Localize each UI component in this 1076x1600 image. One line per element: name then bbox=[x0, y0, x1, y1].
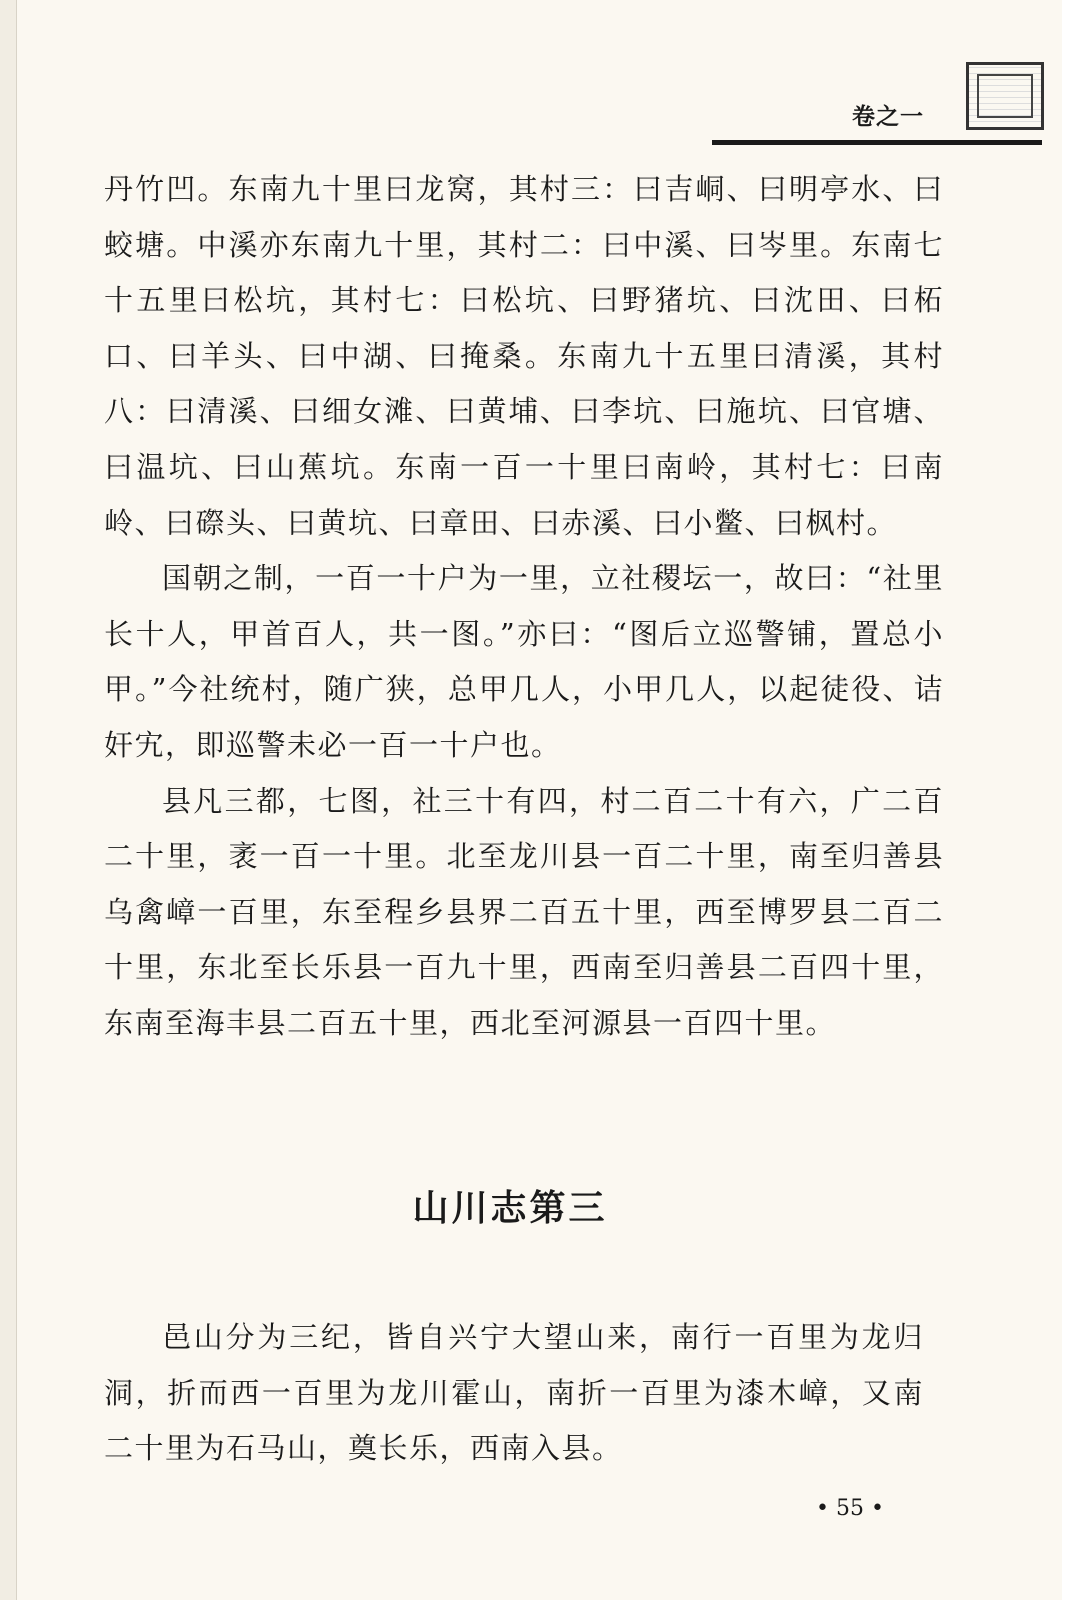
paragraph-1: 丹竹凹。东南九十里曰龙窝，其村三：曰吉峒、曰明亭水、曰蛟塘。中溪亦东南九十里，其村二：曰中溪、曰岑里。东南七十五里曰松坑，其村七：曰松坑、曰野猪坑、曰沈田、曰柘口、曰羊头、曰中湖、曰掩桑。东南九十五里曰清溪，其村八：曰清溪、曰细女滩、曰黄埔、曰李坑、曰施坑、曰官塘、曰温坑、曰山蕉坑。东南一百一十里曰南岭，其村七：曰南岭、曰磜头、曰黄坑、曰章田、曰赤溪、曰小鳖、曰枫村。 bbox=[104, 172, 944, 540]
body-text bbox=[104, 162, 944, 1052]
page-gutter bbox=[0, 0, 17, 1600]
paragraph-3: 县凡三都，七图，社三十有四，村二百二十有六，广二百二十里，袤一百一十里。北至龙川县一百二十里，南至归善县乌禽嶂一百里，东至程乡县界二百五十里，西至博罗县二百二十里，东北至长乐县一百九十里，西南至归善县二百四十里，东南至海丰县二百五十里，西北至河源县一百四十里。 bbox=[104, 783, 944, 1040]
section-title: 山川志第三 bbox=[412, 1188, 608, 1229]
paragraph-2: 国朝之制，一百一十户为一里，立社稷坛一，故曰：“社里长十人，甲首百人，共一图。”亦曰：“图后立巡警铺，置总小甲。”今社统村，随广狭，总甲几人，小甲几人，以起徒役、诘奸宄，即巡警未必一百一十户也。 bbox=[104, 561, 944, 762]
running-header: 卷之一 bbox=[852, 104, 924, 130]
seal-glyph-icon bbox=[977, 74, 1033, 118]
page-edge bbox=[1062, 0, 1076, 1600]
section-body bbox=[104, 1310, 924, 1477]
section-paragraph: 邑山分为三纪，皆自兴宁大望山来，南行一百里为龙归洞，折而西一百里为龙川霍山，南折一百里为漆木嶂，又南二十里为石马山，奠长乐，西南入县。 bbox=[104, 1320, 924, 1466]
page-number: • 55 • bbox=[816, 1496, 884, 1521]
header-rule bbox=[712, 140, 1042, 145]
seal-stamp-icon bbox=[966, 62, 1044, 130]
